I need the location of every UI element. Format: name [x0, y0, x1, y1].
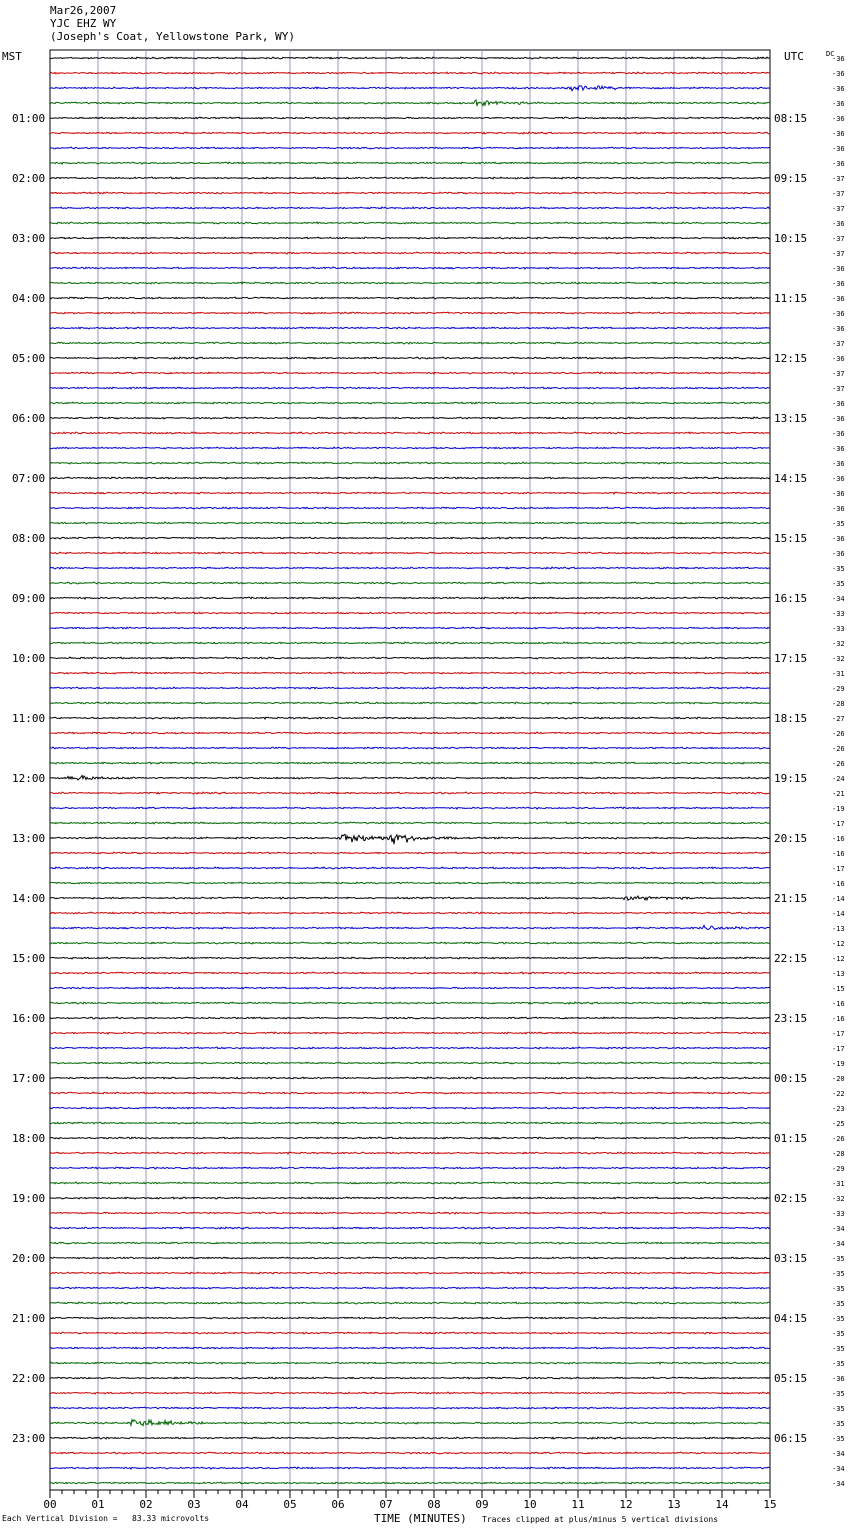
utc-hour-label: 04:15	[774, 1312, 808, 1325]
seismic-trace	[50, 867, 770, 869]
dc-offset-label: -32	[832, 1195, 845, 1203]
dc-offset-label: -29	[832, 685, 845, 693]
seismic-trace	[50, 1407, 770, 1409]
seismic-trace	[50, 612, 770, 614]
mst-hour-label: 17:00	[12, 1072, 46, 1085]
seismic-trace	[50, 1227, 770, 1229]
utc-hour-label: 19:15	[774, 772, 808, 785]
dc-offset-label: -21	[832, 790, 845, 798]
dc-offset-label: -17	[832, 820, 845, 828]
seismic-trace	[50, 896, 770, 900]
utc-hour-label: 22:15	[774, 952, 808, 965]
seismic-trace	[50, 1107, 770, 1109]
dc-offset-label: -35	[832, 1270, 845, 1278]
seismic-traces	[50, 57, 770, 1484]
seismic-trace	[50, 747, 770, 749]
utc-hour-label: 09:15	[774, 172, 808, 185]
dc-offset-label: -35	[832, 1360, 845, 1368]
dc-offset-label: -37	[832, 385, 845, 393]
dc-offset-label: -27	[832, 715, 845, 723]
seismic-trace	[50, 1317, 770, 1319]
mst-hour-label: 23:00	[12, 1432, 46, 1445]
dc-offset-label: -36	[832, 70, 845, 78]
seismic-trace	[50, 372, 770, 374]
x-tick-label: 06	[331, 1498, 345, 1511]
seismic-trace	[50, 252, 770, 254]
x-tick-label: 02	[139, 1498, 153, 1511]
right-axis-title: UTC	[784, 50, 804, 63]
dc-offset-label: -16	[832, 1000, 845, 1008]
dc-offset-label: -35	[832, 1405, 845, 1413]
dc-offset-label: -36	[832, 145, 845, 153]
mst-hour-label: 14:00	[12, 892, 46, 905]
dc-offset-label: -36	[832, 475, 845, 483]
mst-hour-label: 11:00	[12, 712, 46, 725]
seismic-trace	[50, 552, 770, 554]
seismic-trace	[50, 657, 770, 659]
dc-offset-label: -19	[832, 1060, 845, 1068]
dc-offset-label: -35	[832, 1345, 845, 1353]
dc-offset-label: -33	[832, 625, 845, 633]
dc-offset-label: -36	[832, 535, 845, 543]
seismic-trace	[50, 1137, 770, 1139]
dc-offset-label: -35	[832, 580, 845, 588]
seismic-trace	[50, 1437, 770, 1439]
seismic-trace	[50, 882, 770, 884]
dc-offset-label: -36	[832, 160, 845, 168]
mst-hour-label: 08:00	[12, 532, 46, 545]
seismic-trace	[50, 357, 770, 359]
seismic-trace	[50, 912, 770, 914]
dc-offset-label: -24	[832, 775, 845, 783]
seismic-trace	[50, 117, 770, 119]
utc-hour-label: 06:15	[774, 1432, 808, 1445]
seismic-trace	[50, 642, 770, 644]
seismic-trace	[50, 957, 770, 959]
dc-offset-label: -35	[832, 1315, 845, 1323]
x-tick-label: 14	[715, 1498, 729, 1511]
utc-hour-label: 00:15	[774, 1072, 808, 1085]
dc-offset-label: -36	[832, 460, 845, 468]
seismic-trace	[50, 537, 770, 539]
dc-offset-label: -34	[832, 1450, 845, 1458]
mst-hour-label: 13:00	[12, 832, 46, 845]
x-tick-label: 07	[379, 1498, 393, 1511]
dc-offset-label: -35	[832, 1435, 845, 1443]
seismic-trace	[50, 582, 770, 584]
dc-offset-label: -14	[832, 895, 845, 903]
dc-offset-label: -26	[832, 760, 845, 768]
x-tick-label: 00	[43, 1498, 57, 1511]
seismic-trace	[50, 1167, 770, 1169]
utc-hour-label: 02:15	[774, 1192, 808, 1205]
seismic-trace	[50, 86, 770, 91]
dc-offset-label: -17	[832, 865, 845, 873]
seismic-trace	[50, 267, 770, 269]
seismic-trace	[50, 1002, 770, 1004]
seismic-trace	[50, 207, 770, 209]
seismic-trace	[50, 822, 770, 824]
seismic-trace	[50, 402, 770, 404]
seismic-trace	[50, 687, 770, 689]
dc-offset-label: -37	[832, 250, 845, 258]
seismic-trace	[50, 1392, 770, 1394]
utc-hour-label: 23:15	[774, 1012, 808, 1025]
seismic-trace	[50, 1062, 770, 1064]
dc-offset-label: -36	[832, 430, 845, 438]
mst-hour-label: 18:00	[12, 1132, 46, 1145]
dc-offset-label: -36	[832, 130, 845, 138]
dc-offset-label: -36	[832, 100, 845, 108]
seismic-trace	[50, 432, 770, 434]
x-tick-label: 08	[427, 1498, 441, 1511]
dc-offset-label: -37	[832, 340, 845, 348]
seismic-trace	[50, 147, 770, 149]
seismic-trace	[50, 387, 770, 389]
utc-hour-label: 16:15	[774, 592, 808, 605]
dc-offset-label: -28	[832, 1150, 845, 1158]
seismic-trace	[50, 327, 770, 329]
seismic-trace	[50, 1377, 770, 1379]
dc-offset-label: -17	[832, 1045, 845, 1053]
dc-offset-label: -17	[832, 1030, 845, 1038]
dc-offset-label: -36	[832, 280, 845, 288]
seismic-trace	[50, 1212, 770, 1214]
x-tick-label: 11	[571, 1498, 585, 1511]
seismic-trace	[50, 1347, 770, 1349]
seismic-trace	[50, 1482, 770, 1484]
utc-hour-label: 12:15	[774, 352, 808, 365]
dc-offset-label: -36	[832, 1375, 845, 1383]
seismic-trace	[50, 447, 770, 449]
seismic-trace	[50, 834, 770, 844]
seismic-trace	[50, 627, 770, 629]
utc-hour-label: 13:15	[774, 412, 808, 425]
seismic-trace	[50, 477, 770, 479]
utc-hour-label: 08:15	[774, 112, 808, 125]
utc-hour-label: 01:15	[774, 1132, 808, 1145]
mst-hour-label: 10:00	[12, 652, 46, 665]
seismic-trace	[50, 702, 770, 704]
seismic-trace	[50, 1272, 770, 1274]
dc-offset-label: -16	[832, 1015, 845, 1023]
seismic-trace	[50, 417, 770, 419]
seismic-trace	[50, 1302, 770, 1304]
dc-offset-label: -26	[832, 1135, 845, 1143]
dc-offset-label: -34	[832, 1225, 845, 1233]
mst-hour-label: 06:00	[12, 412, 46, 425]
x-tick-label: 13	[667, 1498, 681, 1511]
dc-offset-label: -35	[832, 565, 845, 573]
dc-offset-label: -36	[832, 445, 845, 453]
seismic-trace	[50, 1047, 770, 1049]
dc-offset-label: -36	[832, 325, 845, 333]
seismic-trace	[50, 522, 770, 524]
seismic-trace	[50, 792, 770, 794]
dc-offset-label: -14	[832, 910, 845, 918]
seismic-trace	[50, 72, 770, 74]
seismic-trace	[50, 312, 770, 314]
dc-offset-label: -33	[832, 1210, 845, 1218]
seismic-trace	[50, 1077, 770, 1079]
dc-offset-label: -19	[832, 805, 845, 813]
x-tick-label: 01	[91, 1498, 105, 1511]
mst-hour-label: 02:00	[12, 172, 46, 185]
clip-note: Traces clipped at plus/minus 5 vertical divisions	[482, 1515, 719, 1524]
seismic-trace	[50, 162, 770, 164]
dc-offset-label: -36	[832, 310, 845, 318]
dc-offset-label: -37	[832, 190, 845, 198]
seismic-trace	[50, 132, 770, 134]
dc-offset-label: -35	[832, 1420, 845, 1428]
dc-offset-label: -37	[832, 370, 845, 378]
mst-hour-label: 19:00	[12, 1192, 46, 1205]
seismic-trace	[50, 1122, 770, 1124]
x-tick-label: 10	[523, 1498, 537, 1511]
utc-hour-label: 11:15	[774, 292, 808, 305]
dc-offset-label: -26	[832, 730, 845, 738]
seismic-trace	[50, 925, 770, 929]
seismic-trace	[50, 762, 770, 764]
mst-hour-label: 03:00	[12, 232, 46, 245]
axis-labels	[12, 55, 845, 1511]
dc-offset-label: -20	[832, 1075, 845, 1083]
dc-offset-label: -36	[832, 355, 845, 363]
seismic-trace	[50, 942, 770, 944]
mst-hour-label: 05:00	[12, 352, 46, 365]
location-label: (Joseph's Coat, Yellowstone Park, WY)	[50, 30, 296, 43]
x-tick-label: 05	[283, 1498, 297, 1511]
dc-offset-label: -35	[832, 1300, 845, 1308]
dc-offset-label: -28	[832, 700, 845, 708]
utc-hour-label: 21:15	[774, 892, 808, 905]
seismic-trace	[50, 972, 770, 974]
seismic-trace	[50, 1467, 770, 1469]
scale-footer	[2, 1514, 209, 1523]
dc-offset-label: -36	[832, 265, 845, 273]
dc-offset-label: -35	[832, 1255, 845, 1263]
seismic-trace	[50, 1152, 770, 1154]
x-tick-label: 03	[187, 1498, 201, 1511]
utc-hour-label: 18:15	[774, 712, 808, 725]
seismic-trace	[50, 507, 770, 509]
seismic-trace	[50, 1452, 770, 1454]
seismic-trace	[50, 237, 770, 239]
dc-offset-label: -26	[832, 745, 845, 753]
utc-hour-label: 15:15	[774, 532, 808, 545]
utc-hour-label: 05:15	[774, 1372, 808, 1385]
seismic-trace	[50, 852, 770, 854]
dc-offset-label: -37	[832, 175, 845, 183]
dc-offset-label: -35	[832, 1330, 845, 1338]
station-label: YJC EHZ WY	[50, 17, 117, 30]
date-label: Mar26,2007	[50, 4, 117, 17]
mst-hour-label: 20:00	[12, 1252, 46, 1265]
seismic-trace	[50, 297, 770, 299]
seismic-trace	[50, 57, 770, 59]
mst-hour-label: 22:00	[12, 1372, 46, 1385]
seismic-trace	[50, 807, 770, 809]
dc-offset-label: -29	[832, 1165, 845, 1173]
x-tick-label: 09	[475, 1498, 489, 1511]
dc-offset-label: -36	[832, 415, 845, 423]
utc-hour-label: 10:15	[774, 232, 808, 245]
utc-hour-label: 17:15	[774, 652, 808, 665]
mst-hour-label: 15:00	[12, 952, 46, 965]
scale-prefix: Each Vertical Division =	[2, 1514, 118, 1523]
dc-offset-label: -22	[832, 1090, 845, 1098]
dc-offset-label: -12	[832, 955, 845, 963]
mst-hour-label: 09:00	[12, 592, 46, 605]
dc-offset-label: -36	[832, 400, 845, 408]
dc-offset-label: -16	[832, 835, 845, 843]
seismic-trace	[50, 597, 770, 599]
seismic-trace	[50, 492, 770, 494]
dc-offset-label: -36	[832, 505, 845, 513]
seismic-trace	[50, 776, 770, 781]
dc-offset-label: -31	[832, 1180, 845, 1188]
mst-hour-label: 16:00	[12, 1012, 46, 1025]
seismic-trace	[50, 717, 770, 719]
dc-offset-label: -35	[832, 1285, 845, 1293]
dc-offset-label: -16	[832, 850, 845, 858]
dc-offset-label: -36	[832, 295, 845, 303]
seismic-trace	[50, 1032, 770, 1034]
dc-offset-label: -33	[832, 610, 845, 618]
seismic-trace	[50, 1332, 770, 1334]
dc-offset-label: -13	[832, 925, 845, 933]
dc-offset-label: -32	[832, 640, 845, 648]
seismic-trace	[50, 192, 770, 194]
mst-hour-label: 07:00	[12, 472, 46, 485]
seismic-trace	[50, 1197, 770, 1199]
seismic-trace	[50, 1092, 770, 1094]
dc-offset-label: -31	[832, 670, 845, 678]
seismic-trace	[50, 567, 770, 569]
seismic-trace	[50, 1257, 770, 1259]
left-axis-title: MST	[2, 50, 22, 63]
utc-hour-label: 20:15	[774, 832, 808, 845]
dc-offset-label: -34	[832, 1240, 845, 1248]
utc-hour-label: 03:15	[774, 1252, 808, 1265]
dc-label: DC	[826, 50, 835, 58]
dc-offset-label: -34	[832, 1465, 845, 1473]
seismic-trace	[50, 672, 770, 674]
dc-offset-label: -16	[832, 880, 845, 888]
dc-offset-label: -36	[832, 55, 845, 63]
seismic-trace	[50, 342, 770, 344]
dc-offset-label: -32	[832, 655, 845, 663]
x-tick-label: 04	[235, 1498, 249, 1511]
dc-offset-label: -15	[832, 985, 845, 993]
seismic-trace	[50, 1287, 770, 1289]
scale-value: 83.33 microvolts	[132, 1514, 210, 1523]
seismic-trace	[50, 732, 770, 734]
dc-offset-label: -13	[832, 970, 845, 978]
seismic-trace	[50, 1420, 770, 1426]
x-tick-label: 15	[763, 1498, 777, 1511]
dc-offset-label: -37	[832, 205, 845, 213]
seismic-trace	[50, 282, 770, 284]
x-axis-label: TIME (MINUTES)	[374, 1512, 467, 1525]
dc-offset-label: -36	[832, 85, 845, 93]
seismic-trace	[50, 462, 770, 464]
seismic-trace	[50, 177, 770, 179]
seismic-trace	[50, 987, 770, 989]
dc-offset-label: -36	[832, 220, 845, 228]
mst-hour-label: 04:00	[12, 292, 46, 305]
seismic-trace	[50, 100, 770, 106]
dc-offset-label: -25	[832, 1120, 845, 1128]
mst-hour-label: 12:00	[12, 772, 46, 785]
x-tick-label: 12	[619, 1498, 633, 1511]
seismic-trace	[50, 1362, 770, 1364]
utc-hour-label: 14:15	[774, 472, 808, 485]
dc-offset-label: -36	[832, 115, 845, 123]
seismic-trace	[50, 222, 770, 224]
dc-offset-label: -35	[832, 520, 845, 528]
dc-offset-label: -36	[832, 550, 845, 558]
seismic-trace	[50, 1242, 770, 1244]
dc-offset-label: -36	[832, 490, 845, 498]
mst-hour-label: 21:00	[12, 1312, 46, 1325]
dc-offset-label: -12	[832, 940, 845, 948]
dc-offset-label: -23	[832, 1105, 845, 1113]
dc-offset-label: -35	[832, 1390, 845, 1398]
dc-offset-label: -37	[832, 235, 845, 243]
dc-offset-label: -34	[832, 595, 845, 603]
seismic-trace	[50, 1017, 770, 1019]
seismic-trace	[50, 1182, 770, 1184]
mst-hour-label: 01:00	[12, 112, 46, 125]
dc-offset-label: -34	[832, 1480, 845, 1488]
